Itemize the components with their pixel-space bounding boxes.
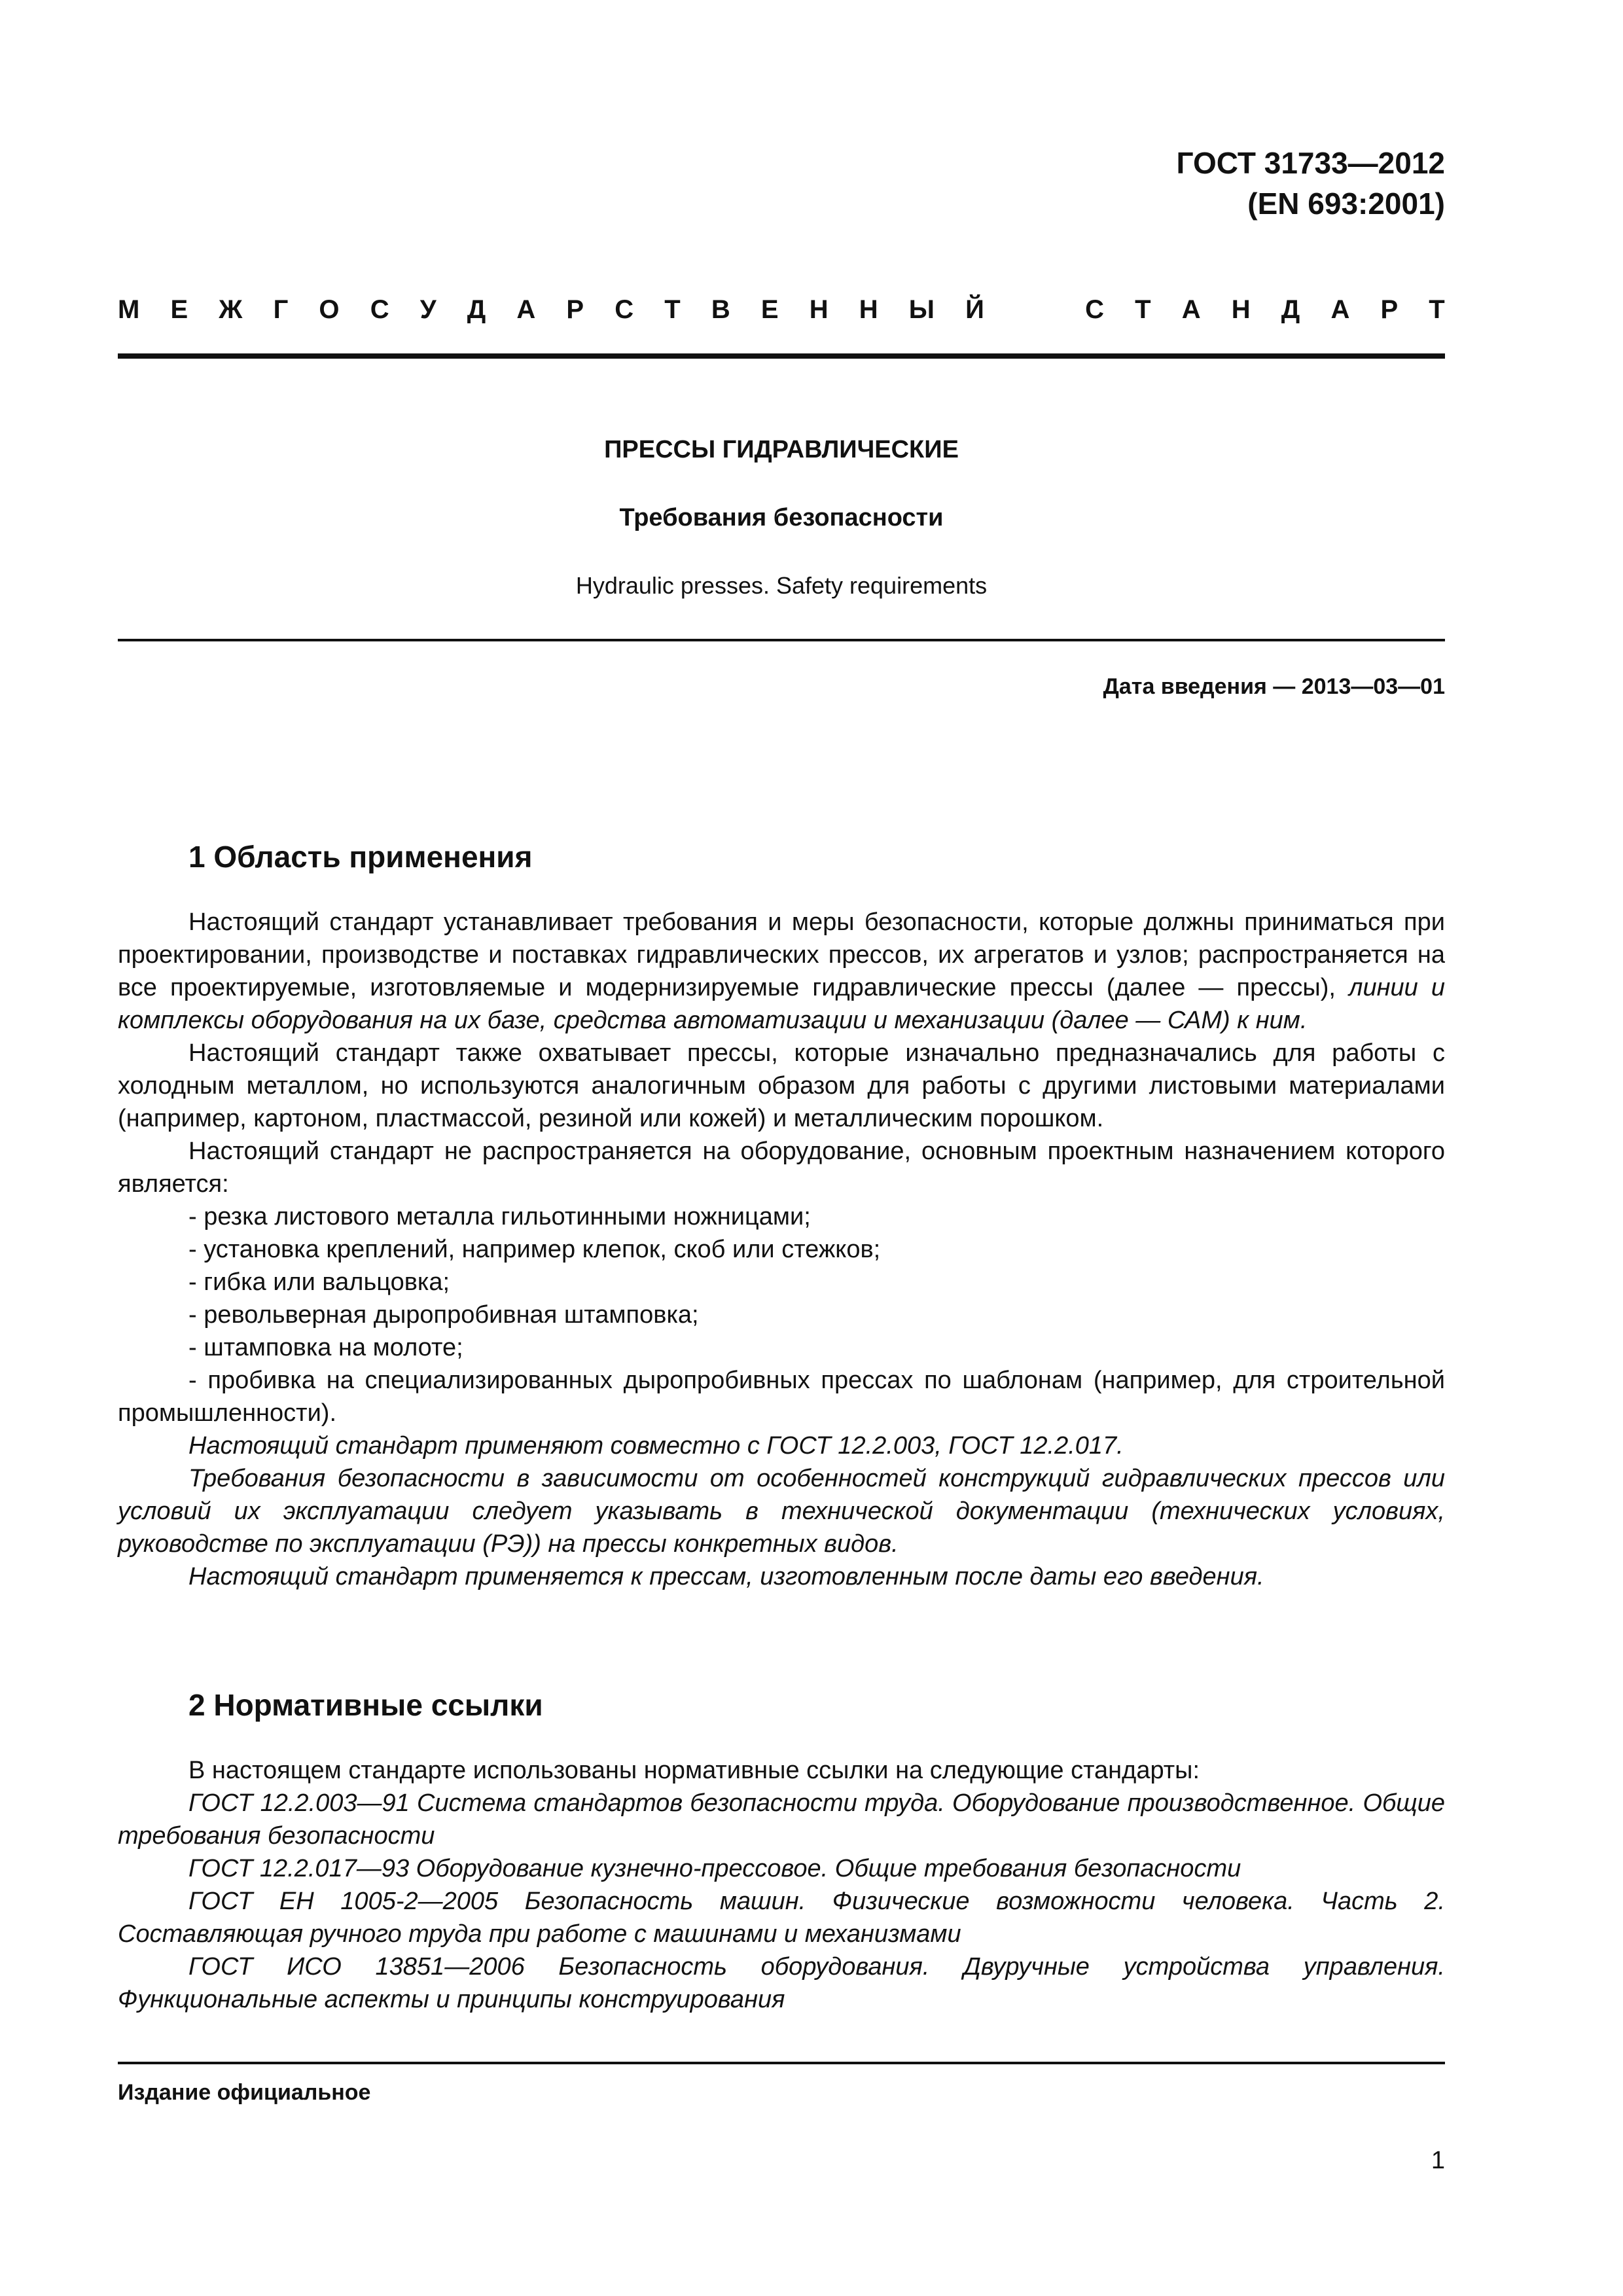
section-1-body (118, 906, 1445, 1593)
banner-letter: А (1330, 295, 1350, 324)
document-subtitle: Требования безопасности (619, 504, 944, 531)
standard-code (1177, 143, 1445, 224)
banner-letter: Н (1231, 295, 1251, 324)
banner-letter: А (1181, 295, 1201, 324)
title-divider (118, 639, 1445, 641)
banner-letter: А (516, 295, 536, 324)
introduction-date: Дата введения — 2013—03—01 (1103, 674, 1445, 699)
banner-letter: С (370, 295, 389, 324)
section-1-heading: 1 Область применения (188, 840, 533, 874)
banner-letter: Е (170, 295, 188, 324)
banner-word-gap (1015, 293, 1054, 326)
normative-reference: ГОСТ 12.2.003—91 Система стандартов безопасности труда. Оборудование производственное. Общие требования безопасности (118, 1789, 1445, 1850)
normative-reference: ГОСТ 12.2.017—93 Оборудование кузнечно-прессовое. Общие требования безопасности (188, 1855, 1241, 1882)
section-2-intro: В настоящем стандарте использованы нормативные ссылки на следующие стандарты: (188, 1757, 1200, 1784)
standard-code-line2: (EN 693:2001) (1247, 187, 1445, 221)
paragraph-text: Настоящий стандарт устанавливает требования и меры безопасности, которые должны приниматься при проектировании, производстве и поставках гидравлических прессов, их агрегатов и узлов; распространяется на все проектируемые, изготовляемые и модернизируемые гидравлические прессы (далее — прессы), (118, 908, 1445, 1001)
banner-letter: В (711, 295, 730, 324)
list-item: - штамповка на молоте; (188, 1334, 463, 1361)
interstate-standard-banner (118, 293, 1445, 326)
banner-letter: Д (467, 295, 486, 324)
section-1-paragraph: Требования безопасности в зависимости от особенностей конструкций гидравлических прессов или условий их эксплуатации следует указывать в технической документации (технических условиях, руководстве по эксплуатации (РЭ)) на прессы конкретных видов. (118, 1465, 1445, 1558)
banner-letter: Т (1135, 295, 1151, 324)
section-1-paragraph: Настоящий стандарт применяется к прессам, изготовленным после даты его введения. (188, 1563, 1264, 1590)
banner-letter: О (319, 295, 340, 324)
banner-letter: Е (760, 295, 779, 324)
list-item: - установка креплений, например клепок, скоб или стежков; (188, 1236, 881, 1263)
banner-letter: Т (1429, 295, 1445, 324)
banner-letter: Д (1281, 295, 1300, 324)
banner-letter: Р (1380, 295, 1399, 324)
header-divider (118, 353, 1445, 359)
section-1-paragraph: Настоящий стандарт применяют совместно с ГОСТ 12.2.003, ГОСТ 12.2.017. (188, 1432, 1124, 1460)
list-item: - пробивка на специализированных дыропробивных прессах по шаблонам (например, для строительной промышленности). (118, 1367, 1445, 1427)
banner-letter: Г (273, 295, 289, 324)
section-2-body (118, 1754, 1445, 2016)
document-title-english: Hydraulic presses. Safety requirements (575, 572, 988, 599)
section-1-paragraph (118, 906, 1445, 1037)
banner-letter: М (118, 295, 140, 324)
banner-letter: Й (965, 295, 984, 324)
document-title: ПРЕССЫ ГИДРАВЛИЧЕСКИЕ (604, 436, 959, 463)
list-item: - резка листового металла гильотинными ножницами; (188, 1203, 811, 1230)
banner-letter: Т (664, 295, 681, 324)
list-item: - револьверная дыропробивная штамповка; (188, 1301, 699, 1329)
banner-letter: Р (566, 295, 584, 324)
standard-code-line1: ГОСТ 31733—2012 (1176, 146, 1445, 180)
normative-reference: ГОСТ ЕН 1005-2—2005 Безопасность машин. Физические возможности человека. Часть 2. Составляющая ручного труда при работе с машинами и механизмами (118, 1888, 1445, 1948)
section-1-paragraph: Настоящий стандарт не распространяется на оборудование, основным проектным назначением которого является: (118, 1138, 1445, 1198)
banner-letter: Ж (219, 295, 243, 324)
section-2-heading: 2 Нормативные ссылки (188, 1688, 543, 1722)
section-1-paragraph: Настоящий стандарт также охватывает прессы, которые изначально предназначались для работы с холодным металлом, но используются аналогичным образом для работы с другими листовыми материалами (например, картоном, пластмассой, резиной или кожей) и металлическим порошком. (118, 1039, 1445, 1132)
banner-letter: У (419, 295, 437, 324)
banner-letter: Н (809, 295, 829, 324)
page-number: 1 (1431, 2147, 1445, 2174)
banner-letter: Н (859, 295, 878, 324)
normative-reference: ГОСТ ИСО 13851—2006 Безопасность оборудования. Двуручные устройства управления. Функциональные аспекты и принципы конструирования (118, 1953, 1445, 2013)
footer-divider (118, 2062, 1445, 2064)
list-item: - гибка или вальцовка; (188, 1268, 450, 1296)
banner-letter: С (1085, 295, 1105, 324)
official-edition-label: Издание официальное (118, 2080, 371, 2105)
banner-letter: Ы (908, 295, 935, 324)
paragraph-italic-text: линии и комплексы оборудования на их базе, средства автоматизации и механизации (далее — САМ) к ним. (118, 974, 1445, 1034)
banner-letter: С (615, 295, 634, 324)
